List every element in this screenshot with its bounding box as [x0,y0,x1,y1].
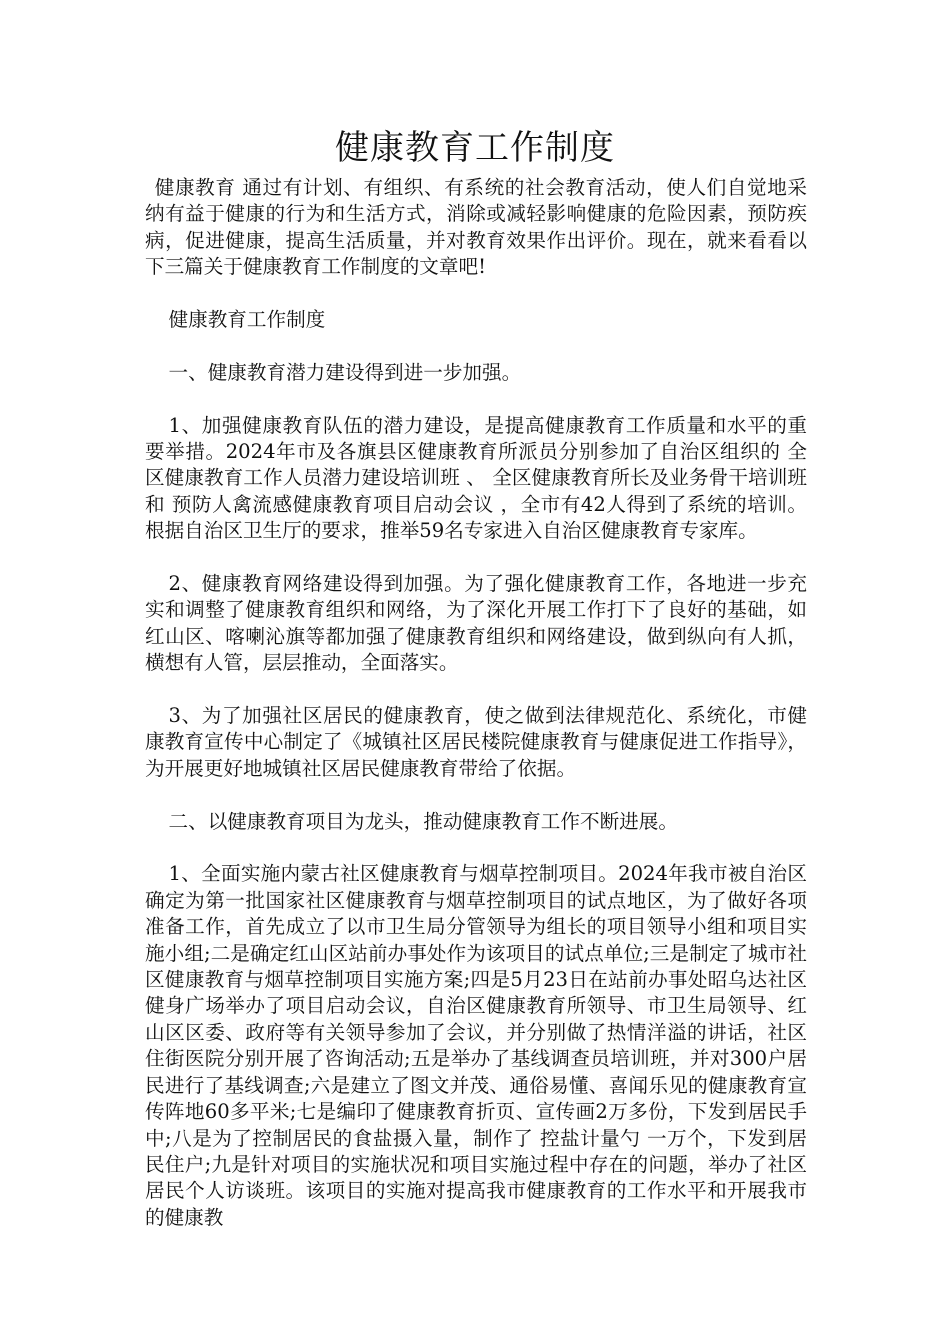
document-title: 健康教育工作制度 [335,128,615,168]
intro-paragraph: 健康教育 通过有计划、有组织、有系统的社会教育活动，使人们自觉地采纳有益于健康的行为和生活方式，消除或减轻影响健康的危险因素，预防疾病，促进健康，提高生活质量，并对教育效果作出评价。现在，就来看看以下三篇关于健康教育工作制度的文章吧! [145,176,807,279]
document-body [145,175,807,1231]
section-heading: 一、健康教育潜力建设得到进一步加强。 [168,360,522,384]
body-paragraph: 3、为了加强社区居民的健康教育，使之做到法律规范化、系统化，市健康教育宣传中心制定了《城镇社区居民楼院健康教育与健康促进工作指导》，为开展更好地城镇社区居民健康教育带给了依据。 [145,704,807,780]
body-paragraph: 1、全面实施内蒙古社区健康教育与烟草控制项目。2024年我市被自治区确定为第一批国家社区健康教育与烟草控制项目的试点地区，为了做好各项准备工作，首先成立了以市卫生局分管领导为组长的项目领导小组和项目实施小组;二是确定红山区站前办事处作为该项目的试点单位;三是制定了城市社区健康教育与烟草控制项目实施方案;四是5月23日在站前办事处昭乌达社区健身广场举办了项目启动会议，自治区健康教育所领导、市卫生局领导、红山区区委、政府等有关领导参加了会议，并分别做了热情洋溢的讲话，社区住街医院分别开展了咨询活动;五是举办了基线调查员培训班，并对300户居民进行了基线调查;六是建立了图文并茂、通俗易懂、喜闻乐见的健康教育宣传阵地60多平米;七是编印了健康教育折页、宣传画2万多份，下发到居民手中;八是为了控制居民的食盐摄入量，制作了 控盐计量勺 一万个，下发到居民住户;九是针对项目的实施状况和项目实施过程中存在的问题，举办了社区居民个人访谈班。该项目的实施对提高我市健康教育的工作水平和开展我市的健康教 [145,862,807,1229]
section-heading: 二、以健康教育项目为龙头，推动健康教育工作不断进展。 [168,809,678,833]
section-heading: 健康教育工作制度 [168,308,326,332]
body-paragraph: 1、加强健康教育队伍的潜力建设，是提高健康教育工作质量和水平的重要举措。2024年市及各旗县区健康教育所派员分别参加了自治区组织的 全区健康教育工作人员潜力建设培训班 、 全区健康教育所长及业务骨干培训班 和 预防人禽流感健康教育项目启动会议 ，全市有42人得到了系统的培训。根据自治区卫生厅的要求，推举59名专家进入自治区健康教育专家库。 [145,413,807,543]
body-paragraph: 2、健康教育网络建设得到加强。为了强化健康教育工作，各地进一步充实和调整了健康教育组织和网络，为了深化开展工作打下了良好的基础，如红山区、喀喇沁旗等都加强了健康教育组织和网络建设，做到纵向有人抓，横想有人管，层层推动，全面落实。 [145,572,807,675]
